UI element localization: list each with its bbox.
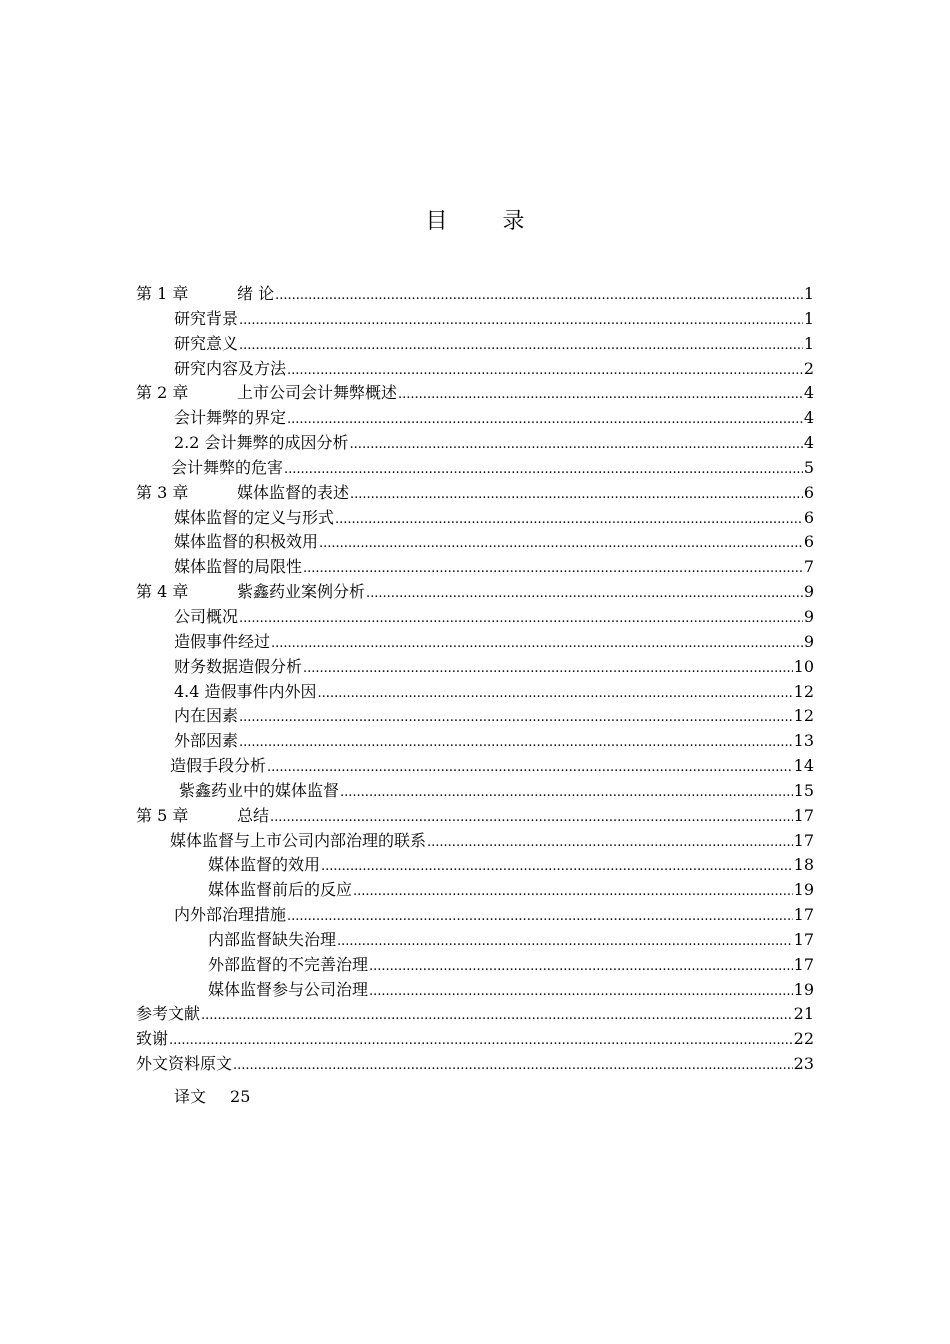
toc-entry-page: 6 <box>803 482 814 502</box>
toc-dot-leader <box>275 284 803 309</box>
toc-entry-page: 21 <box>793 1004 814 1024</box>
toc-entry-translation[interactable] <box>174 1085 250 1109</box>
toc-entry-section[interactable] <box>136 555 814 580</box>
toc-entry-label: 媒体监督前后的反应 <box>208 880 353 900</box>
toc-dot-leader <box>287 905 793 930</box>
toc-entry-label: 造假事件经过 <box>174 631 271 651</box>
toc-entry-label: 参考文献 <box>136 1004 201 1024</box>
toc-entry-label: 外文资料原文 <box>136 1054 233 1074</box>
toc-entry-label: 媒体监督的表述 <box>237 482 350 502</box>
toc-entry-page: 9 <box>803 606 814 626</box>
toc-dot-leader <box>335 508 803 533</box>
toc-entry-page: 1 <box>803 284 814 303</box>
toc-entry-section[interactable] <box>136 729 814 754</box>
toc-title: 目 录 <box>425 209 549 234</box>
toc-entry-section[interactable] <box>136 332 814 357</box>
toc-entry-chapter[interactable] <box>136 1052 814 1077</box>
toc-dot-leader <box>353 880 793 905</box>
toc-entry-section[interactable] <box>136 456 814 481</box>
toc-entry-label: 公司概况 <box>174 606 239 626</box>
toc-entry-label: 会计舞弊的危害 <box>171 457 284 477</box>
toc-entry-page: 5 <box>803 457 814 477</box>
toc-entry-page: 2 <box>803 358 814 378</box>
toc-entry-section[interactable] <box>136 903 814 928</box>
toc-entry-section[interactable] <box>136 655 814 680</box>
toc-entry-page: 17 <box>793 929 814 949</box>
toc-entry-section[interactable] <box>136 680 814 705</box>
toc-entry-section[interactable] <box>136 506 814 531</box>
toc-dot-leader <box>287 408 803 433</box>
toc-entry-label: 上市公司会计舞弊概述 <box>237 383 398 403</box>
toc-entry-page: 9 <box>803 631 814 651</box>
toc-chapter-number: 第 1 章 <box>136 284 189 303</box>
toc-dot-leader <box>239 334 803 359</box>
toc-entry-section[interactable] <box>136 307 814 332</box>
toc-dot-leader <box>270 806 793 831</box>
toc-entry-section[interactable] <box>136 928 814 953</box>
toc-dot-leader <box>239 309 803 334</box>
toc-dot-leader <box>321 855 793 880</box>
toc-dot-leader <box>303 657 793 682</box>
toc-dot-leader <box>369 980 793 1005</box>
toc-entry-page: 4 <box>803 408 814 428</box>
toc-dot-leader <box>267 756 793 781</box>
toc-entry-label: 会计舞弊的界定 <box>174 408 287 428</box>
toc-dot-leader <box>398 383 803 408</box>
toc-entry-label: 内在因素 <box>174 706 239 726</box>
toc-entry-section[interactable] <box>136 754 814 779</box>
toc-entry-page: 12 <box>793 681 814 701</box>
toc-entry-page: 6 <box>803 507 814 527</box>
toc-entry-page: 1 <box>803 308 814 328</box>
toc-entry-label: 造假手段分析 <box>170 756 267 776</box>
toc-entry-label: 研究内容及方法 <box>174 358 287 378</box>
toc-entry-page: 7 <box>803 557 814 577</box>
toc-entry-section[interactable] <box>136 953 814 978</box>
toc-chapter-number: 第 4 章 <box>136 582 189 602</box>
toc-chapter-number: 第 2 章 <box>136 383 189 403</box>
toc-dot-leader <box>427 831 793 856</box>
toc-entry-page: 4 <box>803 433 814 453</box>
toc-entry-label: 绪 论 <box>237 284 275 303</box>
toc-entry-section[interactable] <box>136 605 814 630</box>
toc-entry-page: 15 <box>793 780 814 800</box>
toc-dot-leader <box>233 1054 793 1079</box>
toc-entry-page: 17 <box>793 905 814 925</box>
toc-entry-label: 2.2 会计舞弊的成因分析 <box>174 433 349 453</box>
toc-dot-leader <box>318 682 793 707</box>
toc-entry-label: 总结 <box>237 805 270 825</box>
toc-entry-page: 17 <box>793 805 814 825</box>
toc-entry-chapter[interactable] <box>136 804 814 829</box>
toc-dot-leader <box>239 607 803 632</box>
toc-entry-section[interactable] <box>136 878 814 903</box>
toc-entry-label: 媒体监督与上市公司内部治理的联系 <box>170 830 427 850</box>
toc-dot-leader <box>350 433 803 458</box>
toc-entry-page: 22 <box>793 1029 814 1049</box>
toc-entry-section[interactable] <box>136 431 814 456</box>
toc-dot-leader <box>239 706 793 731</box>
toc-entry-label: 媒体监督的定义与形式 <box>174 507 335 527</box>
toc-entry-label: 研究背景 <box>174 308 239 328</box>
toc-entry-page: 19 <box>793 880 814 900</box>
toc-entry-page: 4 <box>803 383 814 403</box>
toc-entry-page: 25 <box>230 1087 251 1106</box>
toc-entry-chapter[interactable] <box>136 282 814 307</box>
toc-dot-leader <box>201 1004 793 1029</box>
toc-entry-section[interactable] <box>136 829 814 854</box>
toc-entry-page: 18 <box>793 855 814 875</box>
toc-entry-chapter[interactable] <box>136 580 814 605</box>
toc-entry-page: 10 <box>793 656 814 676</box>
toc-entry-label: 媒体监督参与公司治理 <box>208 979 369 999</box>
toc-entry-section[interactable] <box>136 406 814 431</box>
toc-entry-page: 14 <box>793 756 814 776</box>
toc-entry-page: 17 <box>793 830 814 850</box>
toc-entry-chapter[interactable] <box>136 1002 814 1027</box>
toc-entry-label: 译文 <box>174 1087 207 1106</box>
toc-dot-leader <box>366 582 803 607</box>
toc-entry-label: 紫鑫药业中的媒体监督 <box>179 780 340 800</box>
toc-entry-section[interactable] <box>136 630 814 655</box>
toc-entry-label: 4.4 造假事件内外因 <box>174 681 317 701</box>
toc-dot-leader <box>337 930 793 955</box>
toc-entry-section[interactable] <box>136 978 814 1003</box>
toc-dot-leader <box>284 458 803 483</box>
toc-entry-page: 9 <box>803 582 814 602</box>
toc-dot-leader <box>303 557 803 582</box>
toc-entry-page: 23 <box>793 1054 814 1074</box>
toc-entry-label: 媒体监督的积极效用 <box>174 532 319 552</box>
toc-entry-page: 12 <box>793 706 814 726</box>
toc-entry-page: 13 <box>793 731 814 751</box>
toc-entry-label: 财务数据造假分析 <box>174 656 303 676</box>
toc-entry-label: 内部监督缺失治理 <box>208 929 337 949</box>
toc-chapter-number: 第 3 章 <box>136 482 189 502</box>
toc-dot-leader <box>369 955 793 980</box>
toc-entry-label: 研究意义 <box>174 333 239 353</box>
toc-dot-leader <box>271 632 803 657</box>
toc-entry-label: 内外部治理措施 <box>174 905 287 925</box>
toc-entry-section[interactable] <box>136 704 814 729</box>
toc-entry-chapter[interactable] <box>136 381 814 406</box>
toc-dot-leader <box>287 359 803 384</box>
toc-entry-label: 紫鑫药业案例分析 <box>237 582 366 602</box>
toc-entry-chapter[interactable] <box>136 481 814 506</box>
toc-entry-page: 6 <box>803 532 814 552</box>
toc-entry-label: 外部监督的不完善治理 <box>208 954 369 974</box>
toc-entry-page: 19 <box>793 979 814 999</box>
toc-entry-section[interactable] <box>136 357 814 382</box>
toc-dot-leader <box>340 781 793 806</box>
toc-entry-chapter[interactable] <box>136 1027 814 1052</box>
toc-entry-section[interactable] <box>136 779 814 804</box>
toc-dot-leader <box>169 1029 793 1054</box>
table-of-contents <box>136 282 814 1077</box>
toc-dot-leader <box>350 483 803 508</box>
toc-entry-section[interactable] <box>136 853 814 878</box>
toc-entry-label: 媒体监督的效用 <box>208 855 321 875</box>
toc-entry-page: 1 <box>803 333 814 353</box>
toc-entry-label: 媒体监督的局限性 <box>174 557 303 577</box>
toc-dot-leader <box>319 532 803 557</box>
toc-dot-leader <box>239 731 793 756</box>
toc-chapter-number: 第 5 章 <box>136 805 189 825</box>
toc-entry-page: 17 <box>793 954 814 974</box>
toc-entry-label: 外部因素 <box>174 731 239 751</box>
toc-entry-label: 致谢 <box>136 1029 169 1049</box>
toc-entry-section[interactable] <box>136 530 814 555</box>
